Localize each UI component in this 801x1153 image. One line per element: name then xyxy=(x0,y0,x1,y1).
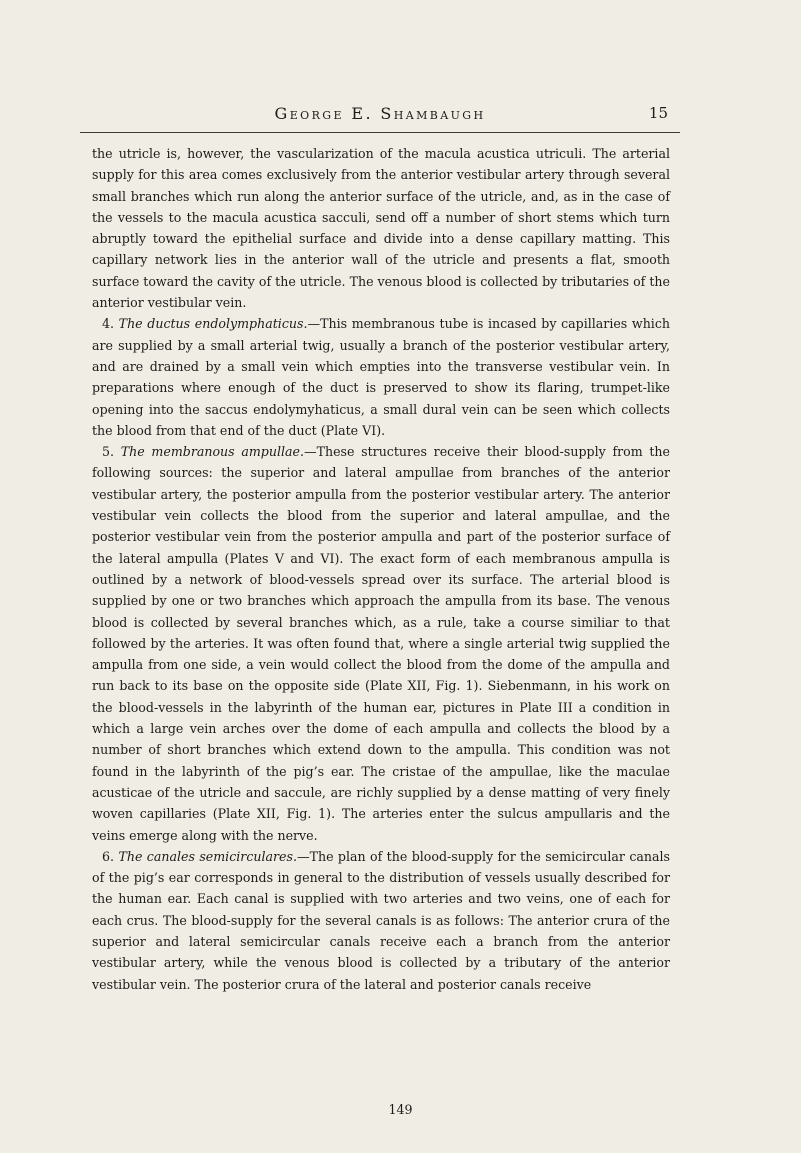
section-number: 6. xyxy=(102,848,115,864)
section-heading: The membranous ampullae. xyxy=(120,444,304,460)
footer-page-number: 149 xyxy=(388,1102,413,1117)
body-text xyxy=(92,143,670,995)
section-number: 5. xyxy=(102,444,115,460)
header-page-number: 15 xyxy=(648,104,668,122)
header-rule xyxy=(80,132,680,133)
section-number: 4. xyxy=(102,316,115,332)
paragraph-text: —This membranous tube is incased by capillaries which are supplied by a small arterial twig, usually a branch of the posterior vestibular artery, and are drained by a small vein which empties into the transverse vestibular vein. In preparations where enough of the duct is preserved to show its flaring, trumpet-like opening into the saccus endolymyhaticus, a small dural vein can be seen which collects the blood from that end of the duct (Plate VI). xyxy=(92,316,670,438)
running-header xyxy=(92,104,668,130)
paragraph-text: —These structures receive their blood-supply from the following sources: the superior and lateral ampullae from branches of the anterior vestibular artery, the posterior ampulla from the posterior vestibular artery. The anterior vestibular vein collects the blood from the superior and lateral ampullae, and the posterior vestibular vein from the posterior ampulla and part of the posterior surface of the lateral ampulla (Plates V and VI). The exact form of each membranous ampulla is outlined by a network of blood-vessels spread over its surface. The arterial blood is supplied by one or two branches which approach the ampulla from its base. The venous blood is collected by several branches which, as a rule, take a course similiar to that followed by the arteries. It was often found that, where a single arterial twig supplied the ampulla from one side, a vein would collect the blood from the dome of the ampulla and run back to its base on the opposite side (Plate XII, Fig. 1). Siebenmann, in his work on the blood-vessels in the labyrinth of the human ear, pictures in Plate III a condition in which a large vein arches over the dome of each ampulla and collects the blood by a number of short branches which extend down to the ampulla. This condition was not found in the labyrinth of the pig’s ear. The cristae of the ampullae, like the maculae acusticae of the utricle and saccule, are richly supplied by a dense matting of very finely woven capillaries (Plate XII, Fig. 1). The arteries enter the sulcus ampullaris and the veins emerge along with the nerve. xyxy=(92,444,670,843)
paragraph-ampullae xyxy=(92,441,670,846)
running-head-author: George E. Shambaugh xyxy=(274,104,486,123)
section-heading: The ductus endolymphaticus. xyxy=(118,316,308,332)
paragraph-utricle xyxy=(92,143,670,313)
paragraph-text: the utricle is, however, the vascularization of the macula acustica utriculi. The arterial supply for this area comes exclusively from the anterior vestibular artery through several small branches which run along the anterior surface of the utricle, and, as in the case of the vessels to the macula acustica sacculi, send off a number of short stems which turn abruptly toward the epithelial surface and divide into a dense capillary matting. This capillary network lies in the anterior wall of the utricle and presents a flat, smooth surface toward the cavity of the utricle. The venous blood is collected by tributaries of the anterior vestibular vein. xyxy=(92,146,670,311)
paragraph-text: —The plan of the blood-supply for the semicircular canals of the pig’s ear corresponds in general to the distribution of vessels usually described for the human ear. Each canal is supplied with two arteries and two veins, one of each for each crus. The blood-supply for the several canals is as follows: The anterior crura of the superior and lateral semicircular canals receive each a branch from the anterior vestibular artery, while the venous blood is collected by a tributary of the anterior vestibular vein. The posterior crura of the lateral and posterior canals receive xyxy=(92,848,670,992)
paragraph-canales xyxy=(92,846,670,995)
section-heading: The canales semicirculares. xyxy=(118,848,297,864)
paragraph-ductus xyxy=(92,313,670,441)
